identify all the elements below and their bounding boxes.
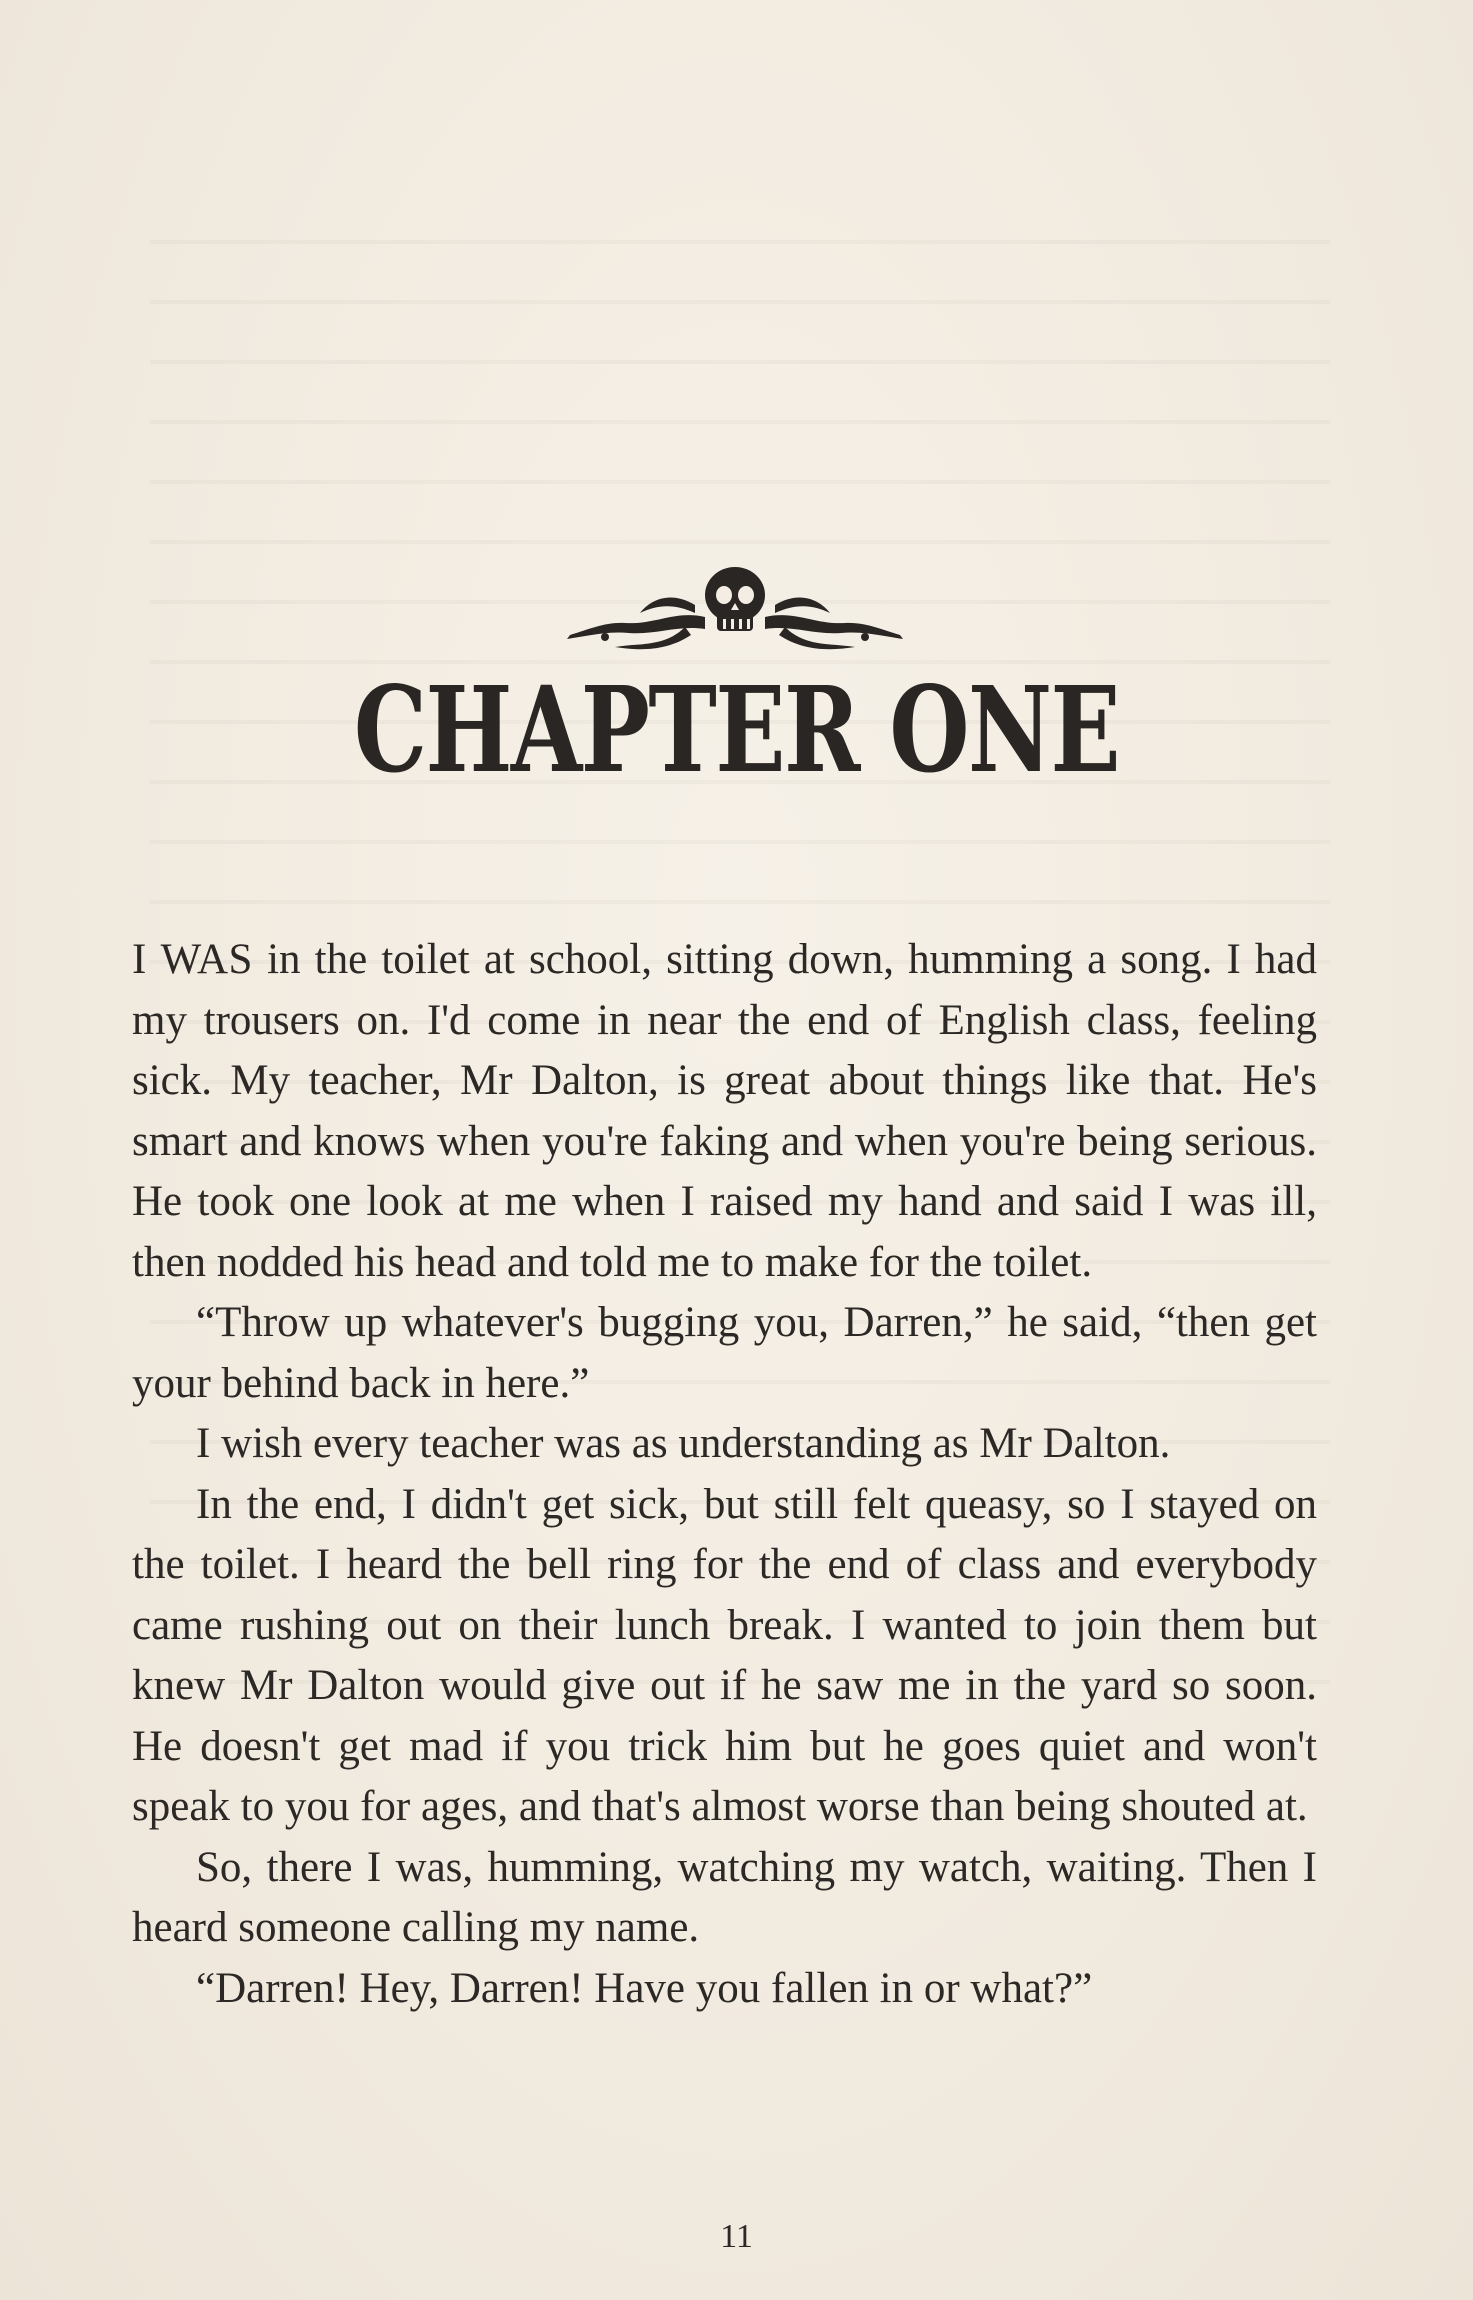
paragraph: “Throw up whatever's bugging you, Darren,” he said, “then get your behind back in here.”: [132, 1299, 1317, 1407]
chapter-body: [132, 930, 1317, 2019]
opening-small-caps: I WAS: [132, 936, 253, 983]
paragraph: In the end, I didn't get sick, but still felt queasy, so I stayed on the toilet. I heard the bell ring for the end of class and everybody came rushing out on their lunch break. I wanted to join them but knew Mr Dalton would give out if he saw me in the yard so soon. He doesn't get mad if you trick him but he goes quiet and won't speak to you for ages, and that's almost worse than being shouted at.: [132, 1480, 1317, 1830]
page-number: 11: [720, 2218, 753, 2255]
skull-scroll-ornament-icon: [545, 555, 925, 665]
paragraph: So, there I was, humming, watching my watch, waiting. Then I heard someone calling my name.: [132, 1843, 1317, 1951]
chapter-title: CHAPTER ONE: [353, 660, 1120, 799]
paragraph-text: in the toilet at school, sitting down, humming a song. I had my trousers on. I'd come in near the end of English class, feeling sick. My teacher, Mr Dalton, is great about things like that. He's smart and knows when you're faking and when you're being serious. He took one look at me when I raised my hand and said I was ill, then nodded his head and told me to make for the toilet.: [132, 936, 1317, 1286]
paragraph: [132, 930, 1317, 1293]
paragraph: I wish every teacher was as understanding as Mr Dalton.: [196, 1420, 1171, 1467]
paragraph: “Darren! Hey, Darren! Have you fallen in or what?”: [196, 1964, 1093, 2012]
